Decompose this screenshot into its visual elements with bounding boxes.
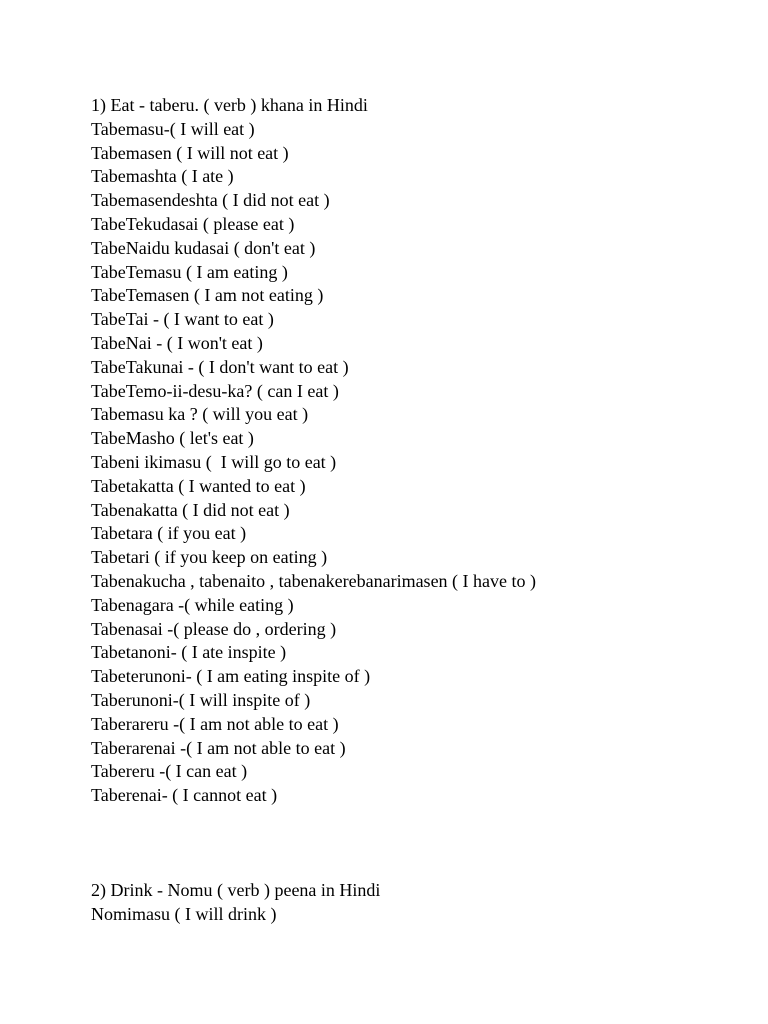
conjugation-line: TabeTemo-ii-desu-ka? ( can I eat ): [91, 380, 339, 401]
conjugation-line: Tabeterunoni- ( I am eating inspite of ): [91, 666, 371, 687]
conjugation-line: Taberareru -( I am not able to eat ): [91, 713, 339, 734]
conjugation-line: Tabemasen ( I will not eat ): [91, 142, 289, 163]
conjugation-line: Nomimasu ( I will drink ): [91, 903, 277, 924]
section-eat: [91, 94, 751, 808]
conjugation-line: Tabemasendeshta ( I did not eat ): [91, 190, 330, 211]
conjugation-line: Tabemasu-( I will eat ): [91, 118, 255, 139]
conjugation-line: Tabenakucha , tabenaito , tabenakerebanarimasen ( I have to ): [91, 570, 537, 591]
conjugation-line: Tabeni ikimasu ( I will go to eat ): [91, 451, 337, 472]
conjugation-line: Tabemasu ka ? ( will you eat ): [91, 404, 309, 425]
conjugation-line: TabeTemasen ( I am not eating ): [91, 285, 324, 306]
conjugation-line: Tabetakatta ( I wanted to eat ): [91, 475, 306, 496]
section-heading: 1) Eat - taberu. ( verb ) khana in Hindi: [91, 95, 368, 115]
conjugation-line: Taberunoni-( I will inspite of ): [91, 689, 311, 710]
conjugation-line: TabeMasho ( let's eat ): [91, 428, 254, 449]
conjugation-line: TabeTai - ( I want to eat ): [91, 309, 274, 330]
conjugation-line: Taberarenai -( I am not able to eat ): [91, 737, 346, 758]
conjugation-line: Tabenakatta ( I did not eat ): [91, 499, 290, 520]
section-heading: 2) Drink - Nomu ( verb ) peena in Hindi: [91, 880, 381, 900]
conjugation-line: Tabenasai -( please do , ordering ): [91, 618, 337, 639]
conjugation-line: TabeTekudasai ( please eat ): [91, 213, 295, 234]
section-drink: [91, 879, 751, 927]
conjugation-line: TabeNaidu kudasai ( don't eat ): [91, 237, 316, 258]
conjugation-line: Taberenai- ( I cannot eat ): [91, 785, 278, 806]
conjugation-line: Tabetari ( if you keep on eating ): [91, 547, 328, 568]
conjugation-line: TabeTemasu ( I am eating ): [91, 261, 288, 282]
conjugation-line: TabeTakunai - ( I don't want to eat ): [91, 356, 349, 377]
conjugation-line: Tabetanoni- ( I ate inspite ): [91, 642, 287, 663]
conjugation-line: Tabetara ( if you eat ): [91, 523, 247, 544]
conjugation-line: Tabemashta ( I ate ): [91, 166, 234, 187]
conjugation-line: Tabenagara -( while eating ): [91, 594, 294, 615]
conjugation-line: Tabereru -( I can eat ): [91, 761, 248, 782]
conjugation-line: TabeNai - ( I won't eat ): [91, 332, 263, 353]
